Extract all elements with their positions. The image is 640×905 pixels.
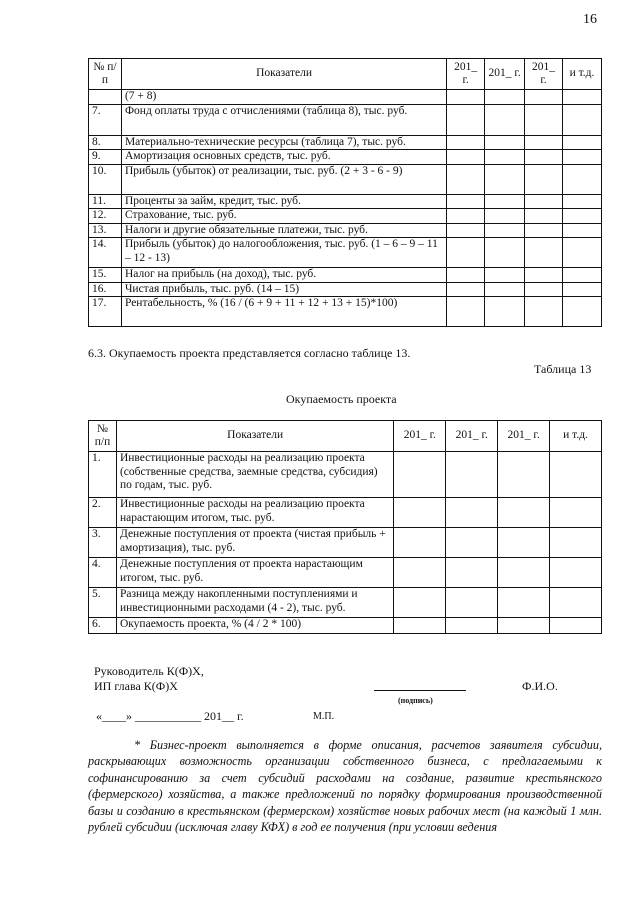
row-number: 10. bbox=[89, 164, 122, 194]
value-cell bbox=[447, 238, 485, 268]
value-cell bbox=[485, 104, 525, 135]
header-etc: и т.д. bbox=[550, 421, 602, 452]
value-cell bbox=[446, 558, 498, 588]
value-cell bbox=[550, 452, 602, 498]
value-cell bbox=[498, 452, 550, 498]
table-row bbox=[89, 164, 602, 194]
value-cell bbox=[447, 164, 485, 194]
row-label: Разница между накопленными поступлениями и инвестиционными расходами (4 - 2), тыс. руб. bbox=[116, 588, 393, 618]
row-label: Налог на прибыль (на доход), тыс. руб. bbox=[121, 268, 446, 283]
value-cell bbox=[525, 194, 563, 209]
row-number: 6. bbox=[89, 618, 117, 634]
row-number bbox=[89, 90, 122, 105]
value-cell bbox=[485, 268, 525, 283]
header-year-1: 201_ г. bbox=[394, 421, 446, 452]
value-cell bbox=[446, 618, 498, 634]
row-number: 13. bbox=[89, 223, 122, 238]
value-cell bbox=[525, 238, 563, 268]
row-number: 4. bbox=[89, 558, 117, 588]
table-row bbox=[89, 135, 602, 150]
signature-caption: (подпись) bbox=[398, 696, 433, 705]
value-cell bbox=[498, 558, 550, 588]
value-cell bbox=[447, 194, 485, 209]
row-label: Денежные поступления от проекта нарастающим итогом, тыс. руб. bbox=[116, 558, 393, 588]
value-cell bbox=[485, 282, 525, 297]
row-number: 2. bbox=[89, 498, 117, 528]
table-row bbox=[89, 558, 602, 588]
value-cell bbox=[446, 588, 498, 618]
row-label: Проценты за займ, кредит, тыс. руб. bbox=[121, 194, 446, 209]
value-cell bbox=[550, 558, 602, 588]
value-cell bbox=[446, 528, 498, 558]
page-number: 16 bbox=[583, 12, 597, 27]
footnote: * Бизнес-проект выполняется в форме описания, расчетов заявителя субсидии, раскрывающих возможность организации собственного бизнеса, с предлагаемыми к софинансированию за счет субсидий расходами на создание, развитие крестьянского (фермерского) хозяйства, а также предложений по порядку формирования производственной базы и созданию в крестьянском (фермерском) хозяйстве новых рабочих мест (на каждый 1 млн. рублей субсидии (исключая главу КФХ) в год ее получения (при условии ведения bbox=[88, 738, 602, 835]
date-line: «____» ___________ 201__ г. bbox=[96, 709, 244, 723]
signature-line bbox=[374, 690, 466, 691]
row-number: 17. bbox=[89, 297, 122, 327]
row-label: Материально-технические ресурсы (таблица 7), тыс. руб. bbox=[121, 135, 446, 150]
value-cell bbox=[525, 164, 563, 194]
row-number: 14. bbox=[89, 238, 122, 268]
table-13 bbox=[88, 420, 602, 634]
row-label: Чистая прибыль, тыс. руб. (14 – 15) bbox=[121, 282, 446, 297]
value-cell bbox=[447, 268, 485, 283]
value-cell bbox=[394, 558, 446, 588]
value-cell bbox=[485, 238, 525, 268]
row-number: 16. bbox=[89, 282, 122, 297]
table-12 bbox=[88, 58, 602, 327]
value-cell bbox=[550, 498, 602, 528]
value-cell bbox=[550, 528, 602, 558]
row-label: Денежные поступления от проекта (чистая прибыль + амортизация), тыс. руб. bbox=[116, 528, 393, 558]
row-number: 7. bbox=[89, 104, 122, 135]
signature-line-2: ИП глава К(Ф)Х bbox=[94, 679, 178, 693]
value-cell bbox=[525, 150, 563, 165]
table-row bbox=[89, 268, 602, 283]
value-cell bbox=[550, 588, 602, 618]
row-label: Прибыль (убыток) от реализации, тыс. руб. (2 + 3 - 6 - 9) bbox=[121, 164, 446, 194]
value-cell bbox=[485, 164, 525, 194]
table-row bbox=[89, 297, 602, 327]
table-row bbox=[89, 238, 602, 268]
row-label: Амортизация основных средств, тыс. руб. bbox=[121, 150, 446, 165]
row-number: 9. bbox=[89, 150, 122, 165]
table-row bbox=[89, 194, 602, 209]
value-cell bbox=[394, 588, 446, 618]
table-row bbox=[89, 104, 602, 135]
value-cell bbox=[525, 135, 563, 150]
header-year-2: 201_ г. bbox=[446, 421, 498, 452]
value-cell bbox=[525, 104, 563, 135]
value-cell bbox=[485, 150, 525, 165]
value-cell bbox=[563, 297, 602, 327]
value-cell bbox=[498, 528, 550, 558]
table-row bbox=[89, 209, 602, 224]
value-cell bbox=[563, 194, 602, 209]
value-cell bbox=[485, 223, 525, 238]
row-number: 3. bbox=[89, 528, 117, 558]
value-cell bbox=[394, 452, 446, 498]
fio-label: Ф.И.О. bbox=[522, 679, 558, 693]
value-cell bbox=[447, 223, 485, 238]
row-label: Фонд оплаты труда с отчислениями (таблица 8), тыс. руб. bbox=[121, 104, 446, 135]
value-cell bbox=[447, 209, 485, 224]
value-cell bbox=[447, 150, 485, 165]
row-number: 1. bbox=[89, 452, 117, 498]
value-cell bbox=[525, 268, 563, 283]
value-cell bbox=[394, 528, 446, 558]
value-cell bbox=[563, 164, 602, 194]
row-label: (7 + 8) bbox=[121, 90, 446, 105]
value-cell bbox=[563, 238, 602, 268]
value-cell bbox=[563, 150, 602, 165]
value-cell bbox=[447, 135, 485, 150]
row-number: 15. bbox=[89, 268, 122, 283]
table-row bbox=[89, 588, 602, 618]
value-cell bbox=[485, 194, 525, 209]
value-cell bbox=[525, 90, 563, 105]
header-indicators: Показатели bbox=[116, 421, 393, 452]
row-label: Рентабельность, % (16 / (6 + 9 + 11 + 12 + 13 + 15)*100) bbox=[121, 297, 446, 327]
header-num: № п/п bbox=[89, 59, 122, 90]
value-cell bbox=[525, 297, 563, 327]
value-cell bbox=[394, 498, 446, 528]
table-row bbox=[89, 452, 602, 498]
table-row bbox=[89, 282, 602, 297]
value-cell bbox=[485, 209, 525, 224]
row-number: 5. bbox=[89, 588, 117, 618]
value-cell bbox=[563, 282, 602, 297]
table-row bbox=[89, 528, 602, 558]
value-cell bbox=[447, 282, 485, 297]
row-number: 8. bbox=[89, 135, 122, 150]
value-cell bbox=[447, 297, 485, 327]
value-cell bbox=[563, 209, 602, 224]
header-year-1: 201_ г. bbox=[447, 59, 485, 90]
header-num: № п/п bbox=[89, 421, 117, 452]
header-year-2: 201_ г. bbox=[485, 59, 525, 90]
value-cell bbox=[525, 282, 563, 297]
header-year-3: 201_ г. bbox=[525, 59, 563, 90]
value-cell bbox=[525, 223, 563, 238]
row-number: 12. bbox=[89, 209, 122, 224]
header-indicators: Показатели bbox=[121, 59, 446, 90]
table-row bbox=[89, 90, 602, 105]
value-cell bbox=[394, 618, 446, 634]
value-cell bbox=[525, 209, 563, 224]
value-cell bbox=[498, 618, 550, 634]
table13-title: Окупаемость проекта bbox=[286, 392, 397, 406]
row-label: Прибыль (убыток) до налогообложения, тыс. руб. (1 – 6 – 9 – 11 – 12 - 13) bbox=[121, 238, 446, 268]
value-cell bbox=[446, 498, 498, 528]
stamp-place: М.П. bbox=[313, 711, 335, 722]
table13-label: Таблица 13 bbox=[534, 362, 592, 376]
value-cell bbox=[447, 90, 485, 105]
row-number: 11. bbox=[89, 194, 122, 209]
table-row bbox=[89, 223, 602, 238]
row-label: Страхование, тыс. руб. bbox=[121, 209, 446, 224]
section-text: 6.3. Окупаемость проекта представляется согласно таблице 13. bbox=[88, 346, 411, 360]
header-year-3: 201_ г. bbox=[498, 421, 550, 452]
table-row bbox=[89, 618, 602, 634]
value-cell bbox=[563, 90, 602, 105]
value-cell bbox=[550, 618, 602, 634]
value-cell bbox=[446, 452, 498, 498]
value-cell bbox=[485, 90, 525, 105]
header-etc: и т.д. bbox=[563, 59, 602, 90]
value-cell bbox=[563, 223, 602, 238]
value-cell bbox=[498, 588, 550, 618]
value-cell bbox=[485, 135, 525, 150]
table-row bbox=[89, 498, 602, 528]
value-cell bbox=[447, 104, 485, 135]
table-row bbox=[89, 150, 602, 165]
row-label: Инвестиционные расходы на реализацию проекта (собственные средства, заемные средства, субсидия) по годам, тыс. руб. bbox=[116, 452, 393, 498]
value-cell bbox=[498, 498, 550, 528]
signature-line-1: Руководитель К(Ф)Х, bbox=[94, 664, 204, 678]
value-cell bbox=[563, 268, 602, 283]
row-label: Окупаемость проекта, % (4 / 2 * 100) bbox=[116, 618, 393, 634]
value-cell bbox=[563, 104, 602, 135]
value-cell bbox=[485, 297, 525, 327]
row-label: Инвестиционные расходы на реализацию проекта нарастающим итогом, тыс. руб. bbox=[116, 498, 393, 528]
value-cell bbox=[563, 135, 602, 150]
row-label: Налоги и другие обязательные платежи, тыс. руб. bbox=[121, 223, 446, 238]
